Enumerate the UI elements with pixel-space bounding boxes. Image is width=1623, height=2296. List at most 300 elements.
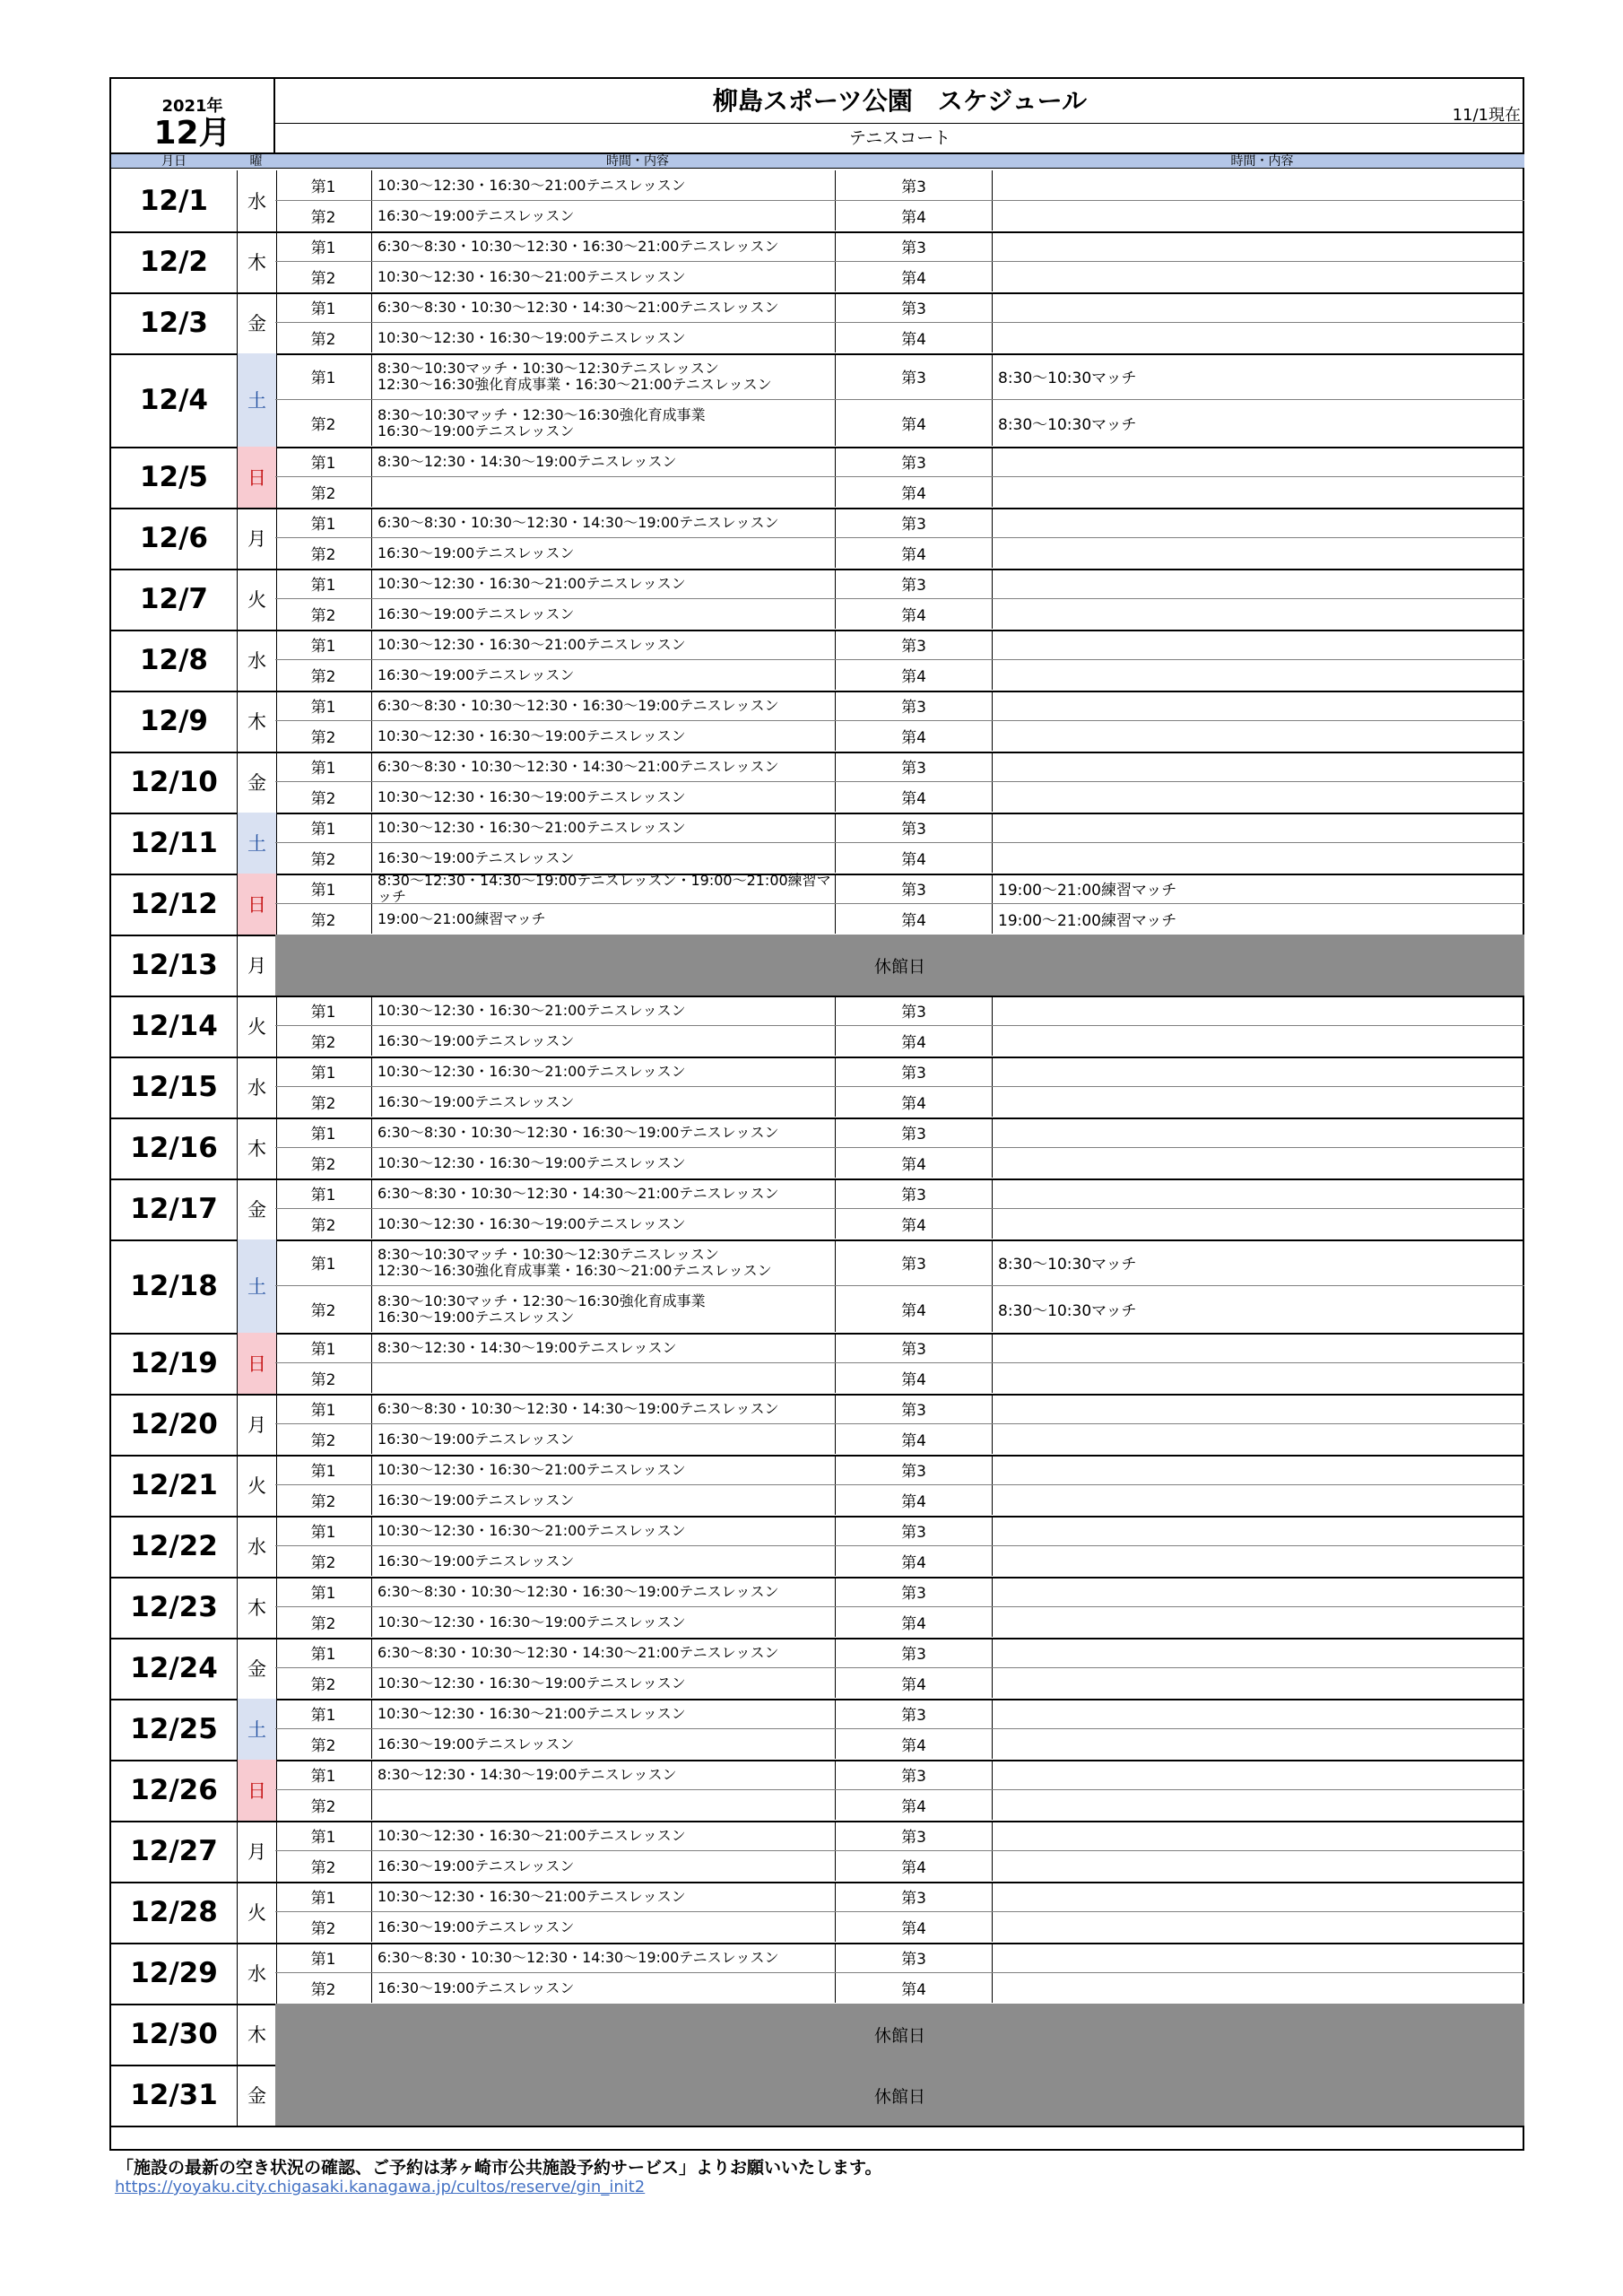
day-row [111, 1178, 1524, 1241]
court-label: 第3 [836, 691, 993, 720]
court-schedule [372, 1790, 836, 1820]
court-row-2-4 [275, 1362, 1524, 1393]
day-date: 12/5 [139, 461, 209, 493]
court-schedule: 10:30〜12:30・16:30〜19:00テニスレッスン [372, 1209, 836, 1239]
day-row [111, 1882, 1524, 1944]
court-label: 第1 [275, 231, 372, 261]
court-label: 第3 [836, 231, 993, 261]
court-label: 第4 [836, 1790, 993, 1820]
court-schedule: 8:30〜10:30マッチ [998, 1256, 1137, 1274]
court-schedule: 6:30〜8:30・10:30〜12:30・14:30〜21:00テニスレッスン [372, 1178, 836, 1208]
day-date: 12/22 [130, 1530, 218, 1562]
court-label: 第4 [836, 400, 993, 446]
court-row-2-4 [275, 1025, 1524, 1056]
court-row-1-3 [275, 292, 1524, 322]
court-schedule [993, 1209, 1524, 1239]
court-schedule [993, 1699, 1524, 1728]
court-row-2-4 [275, 1484, 1524, 1515]
day-of-week: 金 [237, 1178, 277, 1239]
court-schedule: 8:30〜10:30マッチ・12:30〜16:30強化育成事業 16:30〜19:00テニスレッスン [372, 1286, 836, 1332]
court-row-1-3 [275, 871, 1524, 905]
day-date: 12/4 [139, 384, 209, 416]
day-date: 12/14 [130, 1010, 218, 1042]
court-schedule [993, 1363, 1524, 1393]
court-row-1-3 [275, 508, 1524, 537]
court-row-1-3 [275, 447, 1524, 476]
day-of-week: 土 [237, 1239, 277, 1333]
day-of-week: 木 [237, 231, 277, 292]
court-row-1-3 [275, 170, 1524, 200]
court-schedule [993, 813, 1524, 842]
court-row-2-4 [275, 322, 1524, 352]
court-schedule [372, 1363, 836, 1393]
day-row [111, 1239, 1524, 1335]
court-label: 第1 [275, 170, 372, 200]
footer-note: 「施設の最新の空き状況の確認、ご予約は茅ヶ崎市公共施設予約サービス」よりお願いいたします。 [117, 2158, 882, 2178]
court-schedule [993, 1821, 1524, 1850]
facility-subtitle: テニスコート [848, 128, 951, 148]
court-row-2-4 [275, 1972, 1524, 2003]
court-label: 第2 [275, 538, 372, 568]
day-date: 12/25 [130, 1713, 218, 1745]
day-date: 12/21 [130, 1469, 218, 1501]
court-label: 第4 [836, 1363, 993, 1393]
court-schedule: 16:30〜19:00テニスレッスン [372, 1026, 836, 1056]
court-label: 第1 [275, 1638, 372, 1667]
court-label: 第1 [275, 1239, 372, 1285]
court-schedule: 8:30〜10:30マッチ・10:30〜12:30テニスレッスン 12:30〜16:30強化育成事業・16:30〜21:00テニスレッスン [372, 353, 836, 399]
court-schedule: 10:30〜12:30・16:30〜19:00テニスレッスン [372, 1148, 836, 1178]
court-row-1-3 [275, 996, 1524, 1025]
court-schedule [993, 599, 1524, 629]
court-row-2-4 [275, 903, 1524, 934]
court-label: 第1 [275, 1455, 372, 1484]
court-schedule [993, 691, 1524, 720]
court-label: 第2 [275, 1363, 372, 1393]
day-date: 12/23 [130, 1591, 218, 1623]
court-row-2-4 [275, 261, 1524, 291]
court-schedule: 19:00〜21:00練習マッチ [372, 904, 836, 934]
closed-day-cell: 休館日 [275, 2004, 1524, 2065]
court-row-2-4 [275, 1850, 1524, 1881]
month-label: 12月 [153, 115, 231, 152]
court-label: 第2 [275, 1209, 372, 1239]
court-label: 第4 [836, 1668, 993, 1698]
court-schedule: 10:30〜12:30・16:30〜21:00テニスレッスン [372, 569, 836, 598]
day-date: 12/12 [130, 888, 218, 920]
court-label: 第2 [275, 782, 372, 812]
court-label: 第2 [275, 323, 372, 352]
court-label: 第2 [275, 1148, 372, 1178]
court-label: 第4 [836, 477, 993, 507]
day-date: 12/11 [130, 827, 218, 859]
court-schedule: 16:30〜19:00テニスレッスン [372, 1912, 836, 1942]
court-row-2-4 [275, 200, 1524, 230]
court-schedule: 8:30〜12:30・14:30〜19:00テニスレッスン・19:00〜21:00練習マッチ [372, 874, 836, 903]
day-row [111, 1638, 1524, 1700]
court-label: 第3 [836, 1455, 993, 1484]
day-of-week: 火 [237, 1882, 277, 1943]
col-header-content-2: 時間・内容 [1230, 154, 1294, 169]
court-schedule [993, 1607, 1524, 1637]
court-row-1-3 [275, 353, 1524, 399]
day-row [111, 1760, 1524, 1822]
day-date: 12/7 [139, 583, 209, 615]
day-of-week: 月 [237, 508, 277, 569]
court-schedule [993, 1577, 1524, 1606]
court-row-2-4 [275, 1423, 1524, 1454]
court-label: 第1 [275, 1516, 372, 1545]
court-schedule [993, 1790, 1524, 1820]
day-row [111, 935, 1524, 997]
court-schedule [993, 1333, 1524, 1362]
court-schedule [993, 996, 1524, 1025]
court-schedule: 16:30〜19:00テニスレッスン [372, 1973, 836, 2003]
court-label: 第2 [275, 843, 372, 873]
court-label: 第3 [836, 353, 993, 399]
court-schedule: 16:30〜19:00テニスレッスン [372, 201, 836, 230]
court-label: 第4 [836, 1546, 993, 1576]
court-label: 第1 [275, 1760, 372, 1789]
day-of-week: 木 [237, 2004, 277, 2065]
court-label: 第2 [275, 1729, 372, 1759]
court-row-2-4 [275, 781, 1524, 812]
day-row [111, 1516, 1524, 1578]
court-label: 第3 [836, 1943, 993, 1972]
court-schedule: 10:30〜12:30・16:30〜21:00テニスレッスン [372, 630, 836, 659]
court-label: 第1 [275, 292, 372, 322]
col-header-date: 月日 [161, 154, 187, 169]
reservation-link[interactable]: https://yoyaku.city.chigasaki.kanagawa.jp/cultos/reserve/gin_init2 [115, 2178, 646, 2196]
court-row-1-3 [275, 1057, 1524, 1086]
day-row [111, 1333, 1524, 1396]
court-row-2-4 [275, 1606, 1524, 1637]
court-schedule [993, 323, 1524, 352]
court-row-1-3 [275, 1394, 1524, 1423]
court-label: 第1 [275, 874, 372, 903]
court-label: 第1 [275, 691, 372, 720]
court-label: 第4 [836, 904, 993, 934]
day-row [111, 691, 1524, 753]
court-label: 第2 [275, 1851, 372, 1881]
court-row-2-4 [275, 1728, 1524, 1759]
court-schedule: 16:30〜19:00テニスレッスン [372, 1546, 836, 1576]
court-label: 第4 [836, 1424, 993, 1454]
day-date: 12/3 [139, 307, 209, 339]
court-label: 第4 [836, 782, 993, 812]
court-row-1-3 [275, 1882, 1524, 1911]
court-label: 第2 [275, 477, 372, 507]
day-date: 12/16 [130, 1132, 218, 1164]
court-label: 第4 [836, 538, 993, 568]
court-label: 第4 [836, 721, 993, 751]
court-label: 第1 [275, 508, 372, 537]
day-of-week: 金 [237, 2065, 277, 2126]
court-schedule: 19:00〜21:00練習マッチ [998, 882, 1177, 900]
day-row [111, 170, 1524, 233]
court-schedule: 6:30〜8:30・10:30〜12:30・14:30〜19:00テニスレッスン [372, 1943, 836, 1972]
court-row-1-3 [275, 1118, 1524, 1147]
court-row-2-4 [275, 1545, 1524, 1576]
as-of-date: 11/1現在 [1452, 106, 1521, 125]
court-row-2-4 [275, 1667, 1524, 1698]
court-label: 第3 [836, 813, 993, 842]
court-schedule: 16:30〜19:00テニスレッスン [372, 1485, 836, 1515]
court-label: 第3 [836, 996, 993, 1025]
court-label: 第1 [275, 1821, 372, 1850]
court-schedule [993, 1638, 1524, 1667]
day-row [111, 569, 1524, 631]
column-header-row [111, 152, 1524, 169]
court-row-2-4 [275, 1086, 1524, 1117]
court-schedule [993, 477, 1524, 507]
court-schedule [993, 1394, 1524, 1423]
court-label: 第2 [275, 1790, 372, 1820]
day-row [111, 231, 1524, 294]
court-label: 第1 [275, 1577, 372, 1606]
court-label: 第2 [275, 721, 372, 751]
court-schedule [993, 1546, 1524, 1576]
day-of-week: 火 [237, 996, 277, 1057]
court-row-2-4 [275, 1789, 1524, 1820]
court-schedule [993, 1424, 1524, 1454]
court-schedule: 8:30〜10:30マッチ [998, 370, 1137, 387]
court-label: 第3 [836, 1516, 993, 1545]
court-row-2-4 [275, 842, 1524, 873]
court-schedule [993, 1485, 1524, 1515]
day-row [111, 1455, 1524, 1518]
court-row-1-3 [275, 1455, 1524, 1484]
day-of-week: 火 [237, 1455, 277, 1516]
closed-day-cell: 休館日 [275, 2065, 1524, 2126]
court-label: 第1 [275, 996, 372, 1025]
day-of-week: 月 [237, 1394, 277, 1455]
court-row-2-4 [275, 720, 1524, 751]
day-row [111, 752, 1524, 814]
day-of-week: 日 [237, 447, 277, 508]
court-schedule: 16:30〜19:00テニスレッスン [372, 1729, 836, 1759]
court-schedule [993, 1882, 1524, 1911]
court-schedule: 16:30〜19:00テニスレッスン [372, 538, 836, 568]
court-label: 第3 [836, 1638, 993, 1667]
court-label: 第3 [836, 1699, 993, 1728]
court-schedule [993, 1087, 1524, 1117]
court-row-1-3 [275, 691, 1524, 720]
court-label: 第4 [836, 1912, 993, 1942]
day-row [111, 2004, 1524, 2066]
court-label: 第2 [275, 1424, 372, 1454]
court-label: 第2 [275, 1485, 372, 1515]
court-label: 第2 [275, 262, 372, 291]
court-schedule: 16:30〜19:00テニスレッスン [372, 1087, 836, 1117]
col-header-dow: 曜 [249, 154, 263, 169]
day-row [111, 508, 1524, 570]
court-schedule: 10:30〜12:30・16:30〜21:00テニスレッスン [372, 1057, 836, 1086]
court-row-1-3 [275, 1699, 1524, 1728]
day-row [111, 1577, 1524, 1639]
court-label: 第2 [275, 660, 372, 690]
court-schedule: 6:30〜8:30・10:30〜12:30・14:30〜21:00テニスレッスン [372, 1638, 836, 1667]
court-row-1-3 [275, 1239, 1524, 1285]
court-schedule [372, 477, 836, 507]
court-row-1-3 [275, 813, 1524, 842]
court-label: 第4 [836, 660, 993, 690]
court-label: 第1 [275, 1394, 372, 1423]
day-date: 12/27 [130, 1835, 218, 1867]
court-label: 第2 [275, 400, 372, 446]
court-label: 第3 [836, 292, 993, 322]
court-label: 第1 [275, 1943, 372, 1972]
court-schedule: 10:30〜12:30・16:30〜19:00テニスレッスン [372, 323, 836, 352]
court-label: 第1 [275, 630, 372, 659]
court-row-1-3 [275, 1943, 1524, 1972]
court-label: 第1 [275, 1699, 372, 1728]
day-date: 12/9 [139, 705, 209, 737]
court-label: 第2 [275, 599, 372, 629]
court-schedule [993, 1851, 1524, 1881]
day-row [111, 1699, 1524, 1761]
court-schedule: 16:30〜19:00テニスレッスン [372, 1424, 836, 1454]
day-row [111, 292, 1524, 355]
court-schedule: 16:30〜19:00テニスレッスン [372, 660, 836, 690]
day-date: 12/20 [130, 1408, 218, 1440]
court-label: 第2 [275, 1546, 372, 1576]
day-of-week: 金 [237, 292, 277, 353]
court-schedule: 10:30〜12:30・16:30〜21:00テニスレッスン [372, 1516, 836, 1545]
court-schedule: 8:30〜10:30マッチ・10:30〜12:30テニスレッスン 12:30〜16:30強化育成事業・16:30〜21:00テニスレッスン [372, 1239, 836, 1285]
court-label: 第3 [836, 630, 993, 659]
court-label: 第2 [275, 1668, 372, 1698]
day-row [111, 2065, 1524, 2127]
court-label: 第1 [275, 1178, 372, 1208]
day-row [111, 630, 1524, 692]
court-label: 第3 [836, 569, 993, 598]
court-schedule: 8:30〜12:30・14:30〜19:00テニスレッスン [372, 1760, 836, 1789]
court-schedule: 10:30〜12:30・16:30〜21:00テニスレッスン [372, 170, 836, 200]
court-schedule [993, 1973, 1524, 2003]
court-schedule: 10:30〜12:30・16:30〜19:00テニスレッスン [372, 1668, 836, 1698]
day-of-week: 日 [237, 874, 277, 935]
court-schedule [993, 752, 1524, 781]
court-row-1-3 [275, 231, 1524, 261]
day-row [111, 871, 1524, 936]
court-label: 第2 [275, 1026, 372, 1056]
day-of-week: 金 [237, 1638, 277, 1699]
court-row-1-3 [275, 1821, 1524, 1850]
court-schedule: 8:30〜10:30マッチ [998, 416, 1137, 434]
day-row [111, 996, 1524, 1058]
court-schedule [993, 1760, 1524, 1789]
court-schedule [993, 1455, 1524, 1484]
court-row-1-3 [275, 1577, 1524, 1606]
court-label: 第2 [275, 1087, 372, 1117]
court-label: 第1 [275, 569, 372, 598]
court-label: 第2 [275, 904, 372, 934]
court-row-1-3 [275, 1638, 1524, 1667]
court-label: 第4 [836, 1286, 993, 1332]
court-label: 第4 [836, 843, 993, 873]
court-schedule: 10:30〜12:30・16:30〜21:00テニスレッスン [372, 813, 836, 842]
day-date: 12/8 [139, 644, 209, 676]
court-schedule [993, 292, 1524, 322]
court-schedule [993, 660, 1524, 690]
court-schedule [993, 569, 1524, 598]
court-row-1-3 [275, 1178, 1524, 1208]
court-label: 第4 [836, 1026, 993, 1056]
year-label: 2021年 [161, 97, 223, 116]
day-date: 12/10 [130, 766, 218, 798]
court-schedule [993, 782, 1524, 812]
day-of-week: 木 [237, 691, 277, 752]
day-date: 12/2 [139, 246, 209, 278]
court-schedule: 10:30〜12:30・16:30〜21:00テニスレッスン [372, 1882, 836, 1911]
court-row-1-3 [275, 1760, 1524, 1789]
day-of-week: 日 [237, 1333, 277, 1394]
day-of-week: 水 [237, 1943, 277, 2004]
court-row-1-3 [275, 569, 1524, 598]
court-schedule: 10:30〜12:30・16:30〜19:00テニスレッスン [372, 721, 836, 751]
court-schedule: 10:30〜12:30・16:30〜21:00テニスレッスン [372, 1821, 836, 1850]
court-row-2-4 [275, 1911, 1524, 1942]
court-label: 第1 [275, 447, 372, 476]
day-date: 12/26 [130, 1774, 218, 1806]
court-label: 第3 [836, 1118, 993, 1147]
court-label: 第3 [836, 752, 993, 781]
court-schedule: 6:30〜8:30・10:30〜12:30・16:30〜19:00テニスレッスン [372, 691, 836, 720]
day-date: 12/1 [139, 185, 209, 217]
court-schedule [993, 1943, 1524, 1972]
day-of-week: 木 [237, 1118, 277, 1178]
court-label: 第1 [275, 1882, 372, 1911]
court-label: 第1 [275, 752, 372, 781]
court-label: 第4 [836, 1729, 993, 1759]
court-schedule [993, 1516, 1524, 1545]
court-row-1-3 [275, 752, 1524, 781]
court-label: 第1 [275, 1333, 372, 1362]
court-schedule [993, 721, 1524, 751]
court-schedule [993, 538, 1524, 568]
court-schedule: 19:00〜21:00練習マッチ [998, 912, 1177, 930]
day-of-week: 土 [237, 1699, 277, 1760]
court-label: 第3 [836, 1577, 993, 1606]
day-row [111, 1057, 1524, 1119]
day-row [111, 813, 1524, 875]
court-label: 第3 [836, 447, 993, 476]
court-label: 第4 [836, 201, 993, 230]
day-date: 12/24 [130, 1652, 218, 1684]
day-of-week: 土 [237, 353, 277, 447]
court-label: 第1 [275, 813, 372, 842]
court-row-2-4 [275, 537, 1524, 568]
court-row-1-3 [275, 630, 1524, 659]
court-schedule [993, 1118, 1524, 1147]
day-date: 12/30 [130, 2018, 218, 2050]
court-row-2-4 [275, 1147, 1524, 1178]
court-label: 第2 [275, 1912, 372, 1942]
day-of-week: 水 [237, 630, 277, 691]
day-date: 12/18 [130, 1270, 218, 1302]
court-schedule: 6:30〜8:30・10:30〜12:30・14:30〜21:00テニスレッスン [372, 752, 836, 781]
court-schedule [993, 1026, 1524, 1056]
court-schedule: 6:30〜8:30・10:30〜12:30・14:30〜19:00テニスレッスン [372, 1394, 836, 1423]
court-row-2-4 [275, 659, 1524, 690]
court-label: 第3 [836, 1333, 993, 1362]
court-schedule: 8:30〜12:30・14:30〜19:00テニスレッスン [372, 1333, 836, 1362]
court-label: 第4 [836, 1148, 993, 1178]
day-of-week: 土 [237, 813, 277, 874]
court-schedule [993, 447, 1524, 476]
court-schedule: 8:30〜10:30マッチ [998, 1302, 1137, 1320]
